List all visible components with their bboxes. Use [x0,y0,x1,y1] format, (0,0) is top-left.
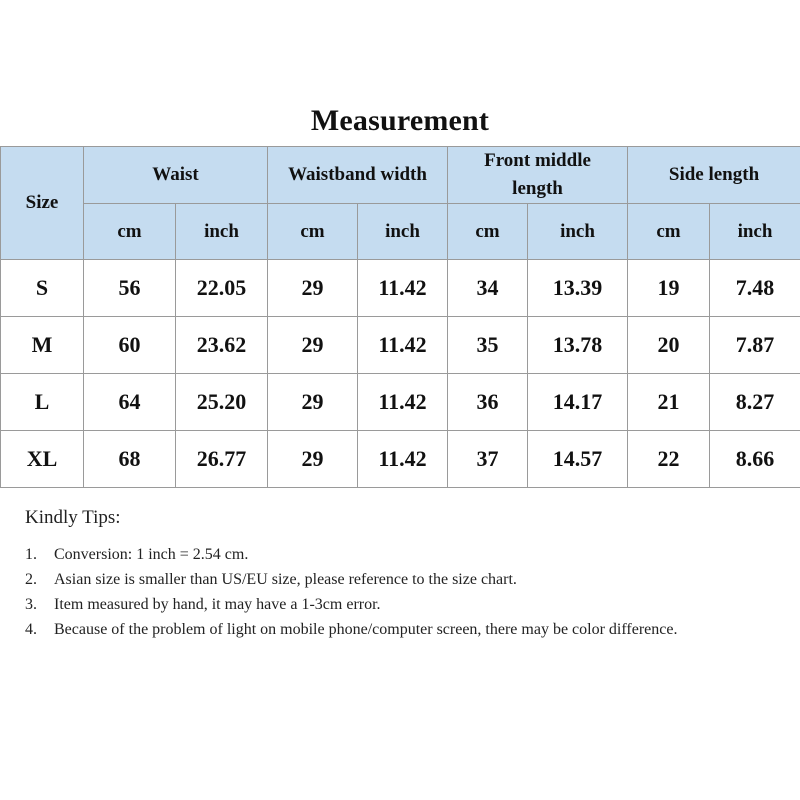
group-header-waist: Waist [84,147,268,204]
list-item-number: 3. [25,596,37,613]
table-row [1,260,800,317]
table-cell: 60 [84,317,176,374]
unit-header: cm [628,204,710,260]
group-header-waistband-width: Waistband width [268,147,448,204]
table-cell: 8.27 [710,374,800,431]
table-cell: 20 [628,317,710,374]
size-cell: M [1,317,84,374]
group-header-side-length: Side length [628,147,800,204]
list-item-number: 1. [25,546,37,563]
table-cell: 14.17 [528,374,628,431]
unit-header: cm [84,204,176,260]
group-header-front-middle-length-label: Front middle length [484,150,591,199]
list-item [25,567,725,592]
table-cell: 7.87 [710,317,800,374]
header-row-units [1,204,800,260]
unit-header: inch [710,204,800,260]
unit-header: inch [358,204,448,260]
table-cell: 21 [628,374,710,431]
unit-header: inch [528,204,628,260]
table-cell: 64 [84,374,176,431]
list-item-number: 2. [25,571,37,588]
tips-title: Kindly Tips: [25,507,121,528]
table-cell: 11.42 [358,260,448,317]
group-header-front-middle-length [448,147,628,204]
list-item [25,542,725,567]
table-cell: 68 [84,431,176,488]
table-cell: 22 [628,431,710,488]
table-cell: 14.57 [528,431,628,488]
table-cell: 29 [268,317,358,374]
table-cell: 11.42 [358,431,448,488]
list-item-text: Because of the problem of light on mobile phone/computer screen, there may be color difference. [54,621,678,638]
table-cell: 13.39 [528,260,628,317]
table-cell: 35 [448,317,528,374]
table-cell: 19 [628,260,710,317]
header-row-groups [1,147,800,204]
table-cell: 7.48 [710,260,800,317]
unit-header: cm [268,204,358,260]
table-cell: 29 [268,260,358,317]
table-cell: 56 [84,260,176,317]
table-cell: 8.66 [710,431,800,488]
page-title: Measurement [310,104,490,137]
list-item [25,617,725,642]
table-cell: 11.42 [358,374,448,431]
list-item-text: Asian size is smaller than US/EU size, please reference to the size chart. [54,571,517,588]
table-cell: 34 [448,260,528,317]
table-cell: 29 [268,374,358,431]
unit-header: inch [176,204,268,260]
size-cell: XL [1,431,84,488]
list-item-text: Item measured by hand, it may have a 1-3cm error. [54,596,381,613]
size-chart-table [0,146,800,488]
size-cell: S [1,260,84,317]
table-cell: 22.05 [176,260,268,317]
list-item-text: Conversion: 1 inch = 2.54 cm. [54,546,249,563]
list-item [25,592,725,617]
table-cell: 29 [268,431,358,488]
table-row [1,317,800,374]
table-row [1,431,800,488]
unit-header: cm [448,204,528,260]
table-cell: 36 [448,374,528,431]
table-cell: 13.78 [528,317,628,374]
tips-list [25,542,725,642]
size-cell: L [1,374,84,431]
table-cell: 37 [448,431,528,488]
table-cell: 26.77 [176,431,268,488]
list-item-number: 4. [25,621,37,638]
table-row [1,374,800,431]
size-header: Size [1,147,84,260]
table-cell: 23.62 [176,317,268,374]
table-cell: 25.20 [176,374,268,431]
table-cell: 11.42 [358,317,448,374]
